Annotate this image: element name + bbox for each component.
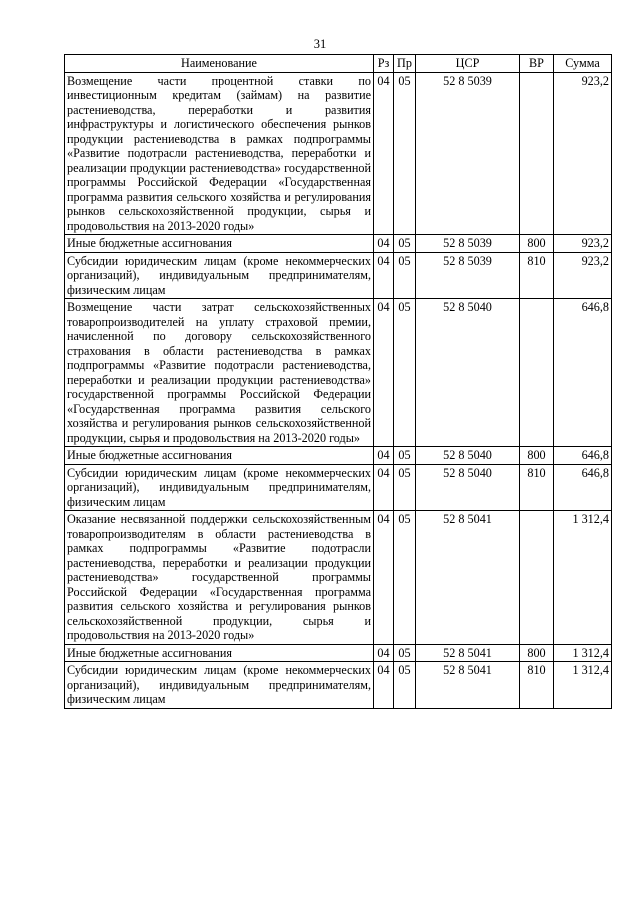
row-sum: 923,2 [554, 235, 612, 253]
row-vr: 810 [520, 464, 554, 511]
table-header-row [65, 55, 612, 73]
row-pr: 05 [394, 252, 416, 299]
row-pr: 05 [394, 447, 416, 465]
budget-table [64, 54, 612, 709]
row-csr: 52 8 5040 [416, 299, 520, 447]
row-vr [520, 299, 554, 447]
row-sum: 1 312,4 [554, 662, 612, 709]
row-csr: 52 8 5039 [416, 235, 520, 253]
row-sum: 646,8 [554, 447, 612, 465]
row-vr [520, 511, 554, 645]
row-name: Иные бюджетные ассигнования [65, 644, 374, 662]
header-rz: Рз [374, 55, 394, 73]
table-row [65, 235, 612, 253]
row-sum: 923,2 [554, 252, 612, 299]
row-name: Возмещение части затрат сельскохозяйственных товаропроизводителей на уплату страховой премии, начисленной по договору сельскохозяйственного страхования в области растениеводства в рамках подпрограммы «Развитие подотрасли растениеводства, переработки и реализации продукции растениеводства» государственной программы Российской Федерации «Государственная программа развития сельского хозяйства и регулирования рынков сельскохозяйственной продукции, сырья и продовольствия на 2013-2020 годы» [65, 299, 374, 447]
table-row [65, 662, 612, 709]
row-csr: 52 8 5039 [416, 252, 520, 299]
row-csr: 52 8 5041 [416, 644, 520, 662]
row-sum: 646,8 [554, 299, 612, 447]
row-rz: 04 [374, 72, 394, 235]
row-name: Субсидии юридическим лицам (кроме некоммерческих организаций), индивидуальным предпринимателям, физическим лицам [65, 252, 374, 299]
table-row [65, 511, 612, 645]
row-vr: 810 [520, 252, 554, 299]
row-rz: 04 [374, 447, 394, 465]
row-pr: 05 [394, 72, 416, 235]
row-rz: 04 [374, 235, 394, 253]
row-pr: 05 [394, 662, 416, 709]
row-name: Субсидии юридическим лицам (кроме некоммерческих организаций), индивидуальным предпринимателям, физическим лицам [65, 662, 374, 709]
row-csr: 52 8 5041 [416, 662, 520, 709]
row-vr: 810 [520, 662, 554, 709]
row-csr: 52 8 5040 [416, 447, 520, 465]
row-csr: 52 8 5040 [416, 464, 520, 511]
row-pr: 05 [394, 235, 416, 253]
row-rz: 04 [374, 299, 394, 447]
row-rz: 04 [374, 252, 394, 299]
page-number: 31 [313, 37, 327, 51]
row-name: Возмещение части процентной ставки по инвестиционным кредитам (займам) на развитие растениеводства, переработки и развития инфраструктуры и логистического обеспечения рынков продукции растениеводства в рамках подпрограммы «Развитие подотрасли растениеводства, переработки и реализации продукции растениеводства» государственной программы Российской Федерации «Государственная программа развития сельского хозяйства и регулирования рынков сельскохозяйственной продукции, сырья и продовольствия на 2013-2020 годы» [65, 72, 374, 235]
row-sum: 1 312,4 [554, 511, 612, 645]
header-name: Наименование [65, 55, 374, 73]
row-sum: 923,2 [554, 72, 612, 235]
row-pr: 05 [394, 464, 416, 511]
table-row [65, 447, 612, 465]
header-vr: ВР [520, 55, 554, 73]
row-name: Иные бюджетные ассигнования [65, 235, 374, 253]
header-pr: Пр [394, 55, 416, 73]
row-name: Оказание несвязанной поддержки сельскохозяйственным товаропроизводителям в области растениеводства в рамках подпрограммы «Развитие подотрасли растениеводства, переработки и реализации продукции растениеводства» государственной программы Российской Федерации «Государственная программа развития сельского хозяйства и регулирования рынков сельскохозяйственной продукции, сырья и продовольствия на 2013-2020 годы» [65, 511, 374, 645]
header-sum: Сумма [554, 55, 612, 73]
row-csr: 52 8 5039 [416, 72, 520, 235]
row-name: Субсидии юридическим лицам (кроме некоммерческих организаций), индивидуальным предпринимателям, физическим лицам [65, 464, 374, 511]
table-row [65, 72, 612, 235]
row-sum: 1 312,4 [554, 644, 612, 662]
row-vr: 800 [520, 235, 554, 253]
row-pr: 05 [394, 511, 416, 645]
row-rz: 04 [374, 464, 394, 511]
row-rz: 04 [374, 511, 394, 645]
row-pr: 05 [394, 644, 416, 662]
row-vr: 800 [520, 644, 554, 662]
table-row [65, 299, 612, 447]
row-vr: 800 [520, 447, 554, 465]
row-rz: 04 [374, 644, 394, 662]
row-name: Иные бюджетные ассигнования [65, 447, 374, 465]
table-row [65, 252, 612, 299]
row-csr: 52 8 5041 [416, 511, 520, 645]
row-rz: 04 [374, 662, 394, 709]
table-row [65, 464, 612, 511]
row-pr: 05 [394, 299, 416, 447]
table-row [65, 644, 612, 662]
row-sum: 646,8 [554, 464, 612, 511]
row-vr [520, 72, 554, 235]
header-csr: ЦСР [416, 55, 520, 73]
